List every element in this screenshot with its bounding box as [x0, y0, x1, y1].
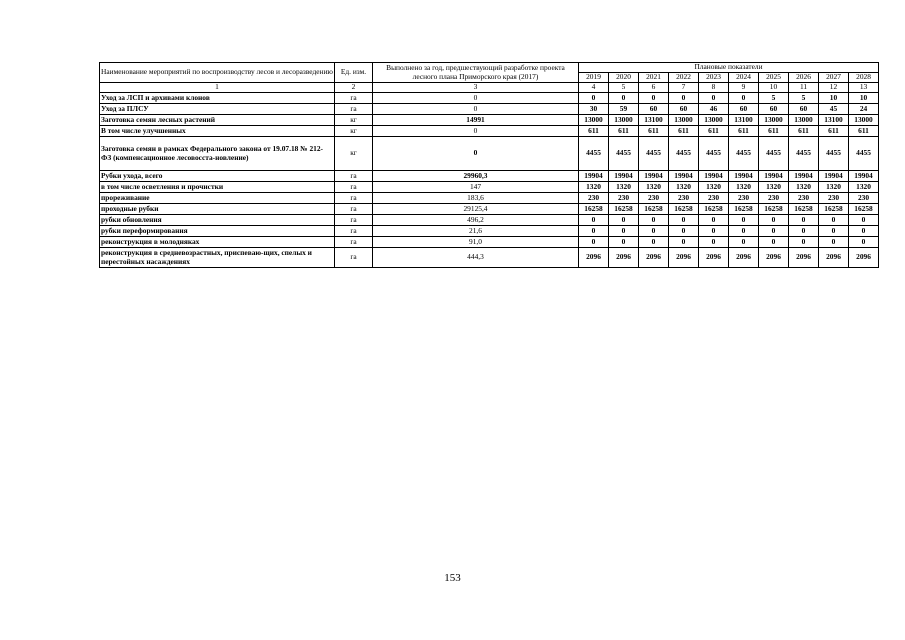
row-done: 0: [373, 93, 579, 104]
row-value: 1320: [699, 182, 729, 193]
row-value: 611: [639, 126, 669, 137]
table-row: [100, 204, 879, 215]
header-year: 2019: [579, 73, 609, 83]
row-value: 13100: [819, 115, 849, 126]
row-unit: кг: [335, 126, 373, 137]
row-unit: га: [335, 104, 373, 115]
row-value: 1320: [669, 182, 699, 193]
row-value: 230: [609, 193, 639, 204]
row-value: 0: [819, 226, 849, 237]
column-number: 6: [639, 83, 669, 93]
row-value: 1320: [819, 182, 849, 193]
row-value: 1320: [789, 182, 819, 193]
row-value: 10: [849, 93, 879, 104]
row-value: 19904: [759, 171, 789, 182]
row-value: 60: [789, 104, 819, 115]
header-year: 2026: [789, 73, 819, 83]
row-value: 60: [639, 104, 669, 115]
row-value: 16258: [579, 204, 609, 215]
header-plan: Плановые показатели: [579, 63, 879, 73]
row-value: 13100: [729, 115, 759, 126]
row-value: 0: [849, 226, 879, 237]
row-value: 5: [789, 93, 819, 104]
row-value: 16258: [789, 204, 819, 215]
row-value: 0: [789, 226, 819, 237]
row-value: 0: [699, 215, 729, 226]
header-unit: Ед. изм.: [335, 63, 373, 83]
row-value: 13100: [639, 115, 669, 126]
header-year: 2024: [729, 73, 759, 83]
row-value: 16258: [609, 204, 639, 215]
row-value: 611: [699, 126, 729, 137]
row-value: 0: [699, 226, 729, 237]
row-value: 2096: [849, 248, 879, 268]
row-value: 16258: [729, 204, 759, 215]
row-value: 19904: [609, 171, 639, 182]
row-unit: га: [335, 248, 373, 268]
row-value: 16258: [849, 204, 879, 215]
row-name: Рубки ухода, всего: [100, 171, 335, 182]
column-number: 4: [579, 83, 609, 93]
row-value: 0: [579, 237, 609, 248]
column-number: 5: [609, 83, 639, 93]
column-number: 7: [669, 83, 699, 93]
page-number: 153: [444, 572, 461, 584]
table-row: [100, 215, 879, 226]
column-number: 2: [335, 83, 373, 93]
row-value: 0: [609, 226, 639, 237]
table-row: [100, 193, 879, 204]
header-year: 2027: [819, 73, 849, 83]
header-name: Наименование мероприятий по воспроизводству лесов и лесоразведению: [100, 63, 335, 83]
row-value: 0: [729, 237, 759, 248]
row-done: 14991: [373, 115, 579, 126]
row-done: 0: [373, 126, 579, 137]
table-row: [100, 248, 879, 268]
row-value: 0: [729, 226, 759, 237]
row-value: 4455: [669, 137, 699, 171]
row-value: 5: [759, 93, 789, 104]
row-value: 0: [579, 93, 609, 104]
row-value: 0: [609, 237, 639, 248]
row-value: 60: [729, 104, 759, 115]
row-value: 4455: [699, 137, 729, 171]
row-value: 0: [759, 215, 789, 226]
row-name: реконструкция в молодняках: [100, 237, 335, 248]
row-value: 611: [759, 126, 789, 137]
row-name: рубки переформирования: [100, 226, 335, 237]
table-row: [100, 93, 879, 104]
header-year: 2023: [699, 73, 729, 83]
row-value: 611: [579, 126, 609, 137]
row-value: 230: [729, 193, 759, 204]
row-value: 4455: [639, 137, 669, 171]
column-number: 10: [759, 83, 789, 93]
row-value: 1320: [849, 182, 879, 193]
row-unit: га: [335, 182, 373, 193]
row-value: 60: [759, 104, 789, 115]
table-row: [100, 126, 879, 137]
row-done: 0: [373, 104, 579, 115]
row-value: 16258: [819, 204, 849, 215]
row-value: 59: [609, 104, 639, 115]
row-value: 4455: [849, 137, 879, 171]
row-unit: кг: [335, 137, 373, 171]
row-value: 0: [669, 93, 699, 104]
row-value: 2096: [699, 248, 729, 268]
column-number: 11: [789, 83, 819, 93]
row-value: 1320: [609, 182, 639, 193]
row-unit: га: [335, 171, 373, 182]
table-row: [100, 104, 879, 115]
row-done: 91,0: [373, 237, 579, 248]
row-unit: га: [335, 193, 373, 204]
table-row: [100, 182, 879, 193]
row-value: 0: [849, 215, 879, 226]
row-value: 13000: [849, 115, 879, 126]
row-value: 4455: [609, 137, 639, 171]
row-value: 19904: [849, 171, 879, 182]
row-value: 30: [579, 104, 609, 115]
row-value: 19904: [579, 171, 609, 182]
row-value: 0: [669, 215, 699, 226]
row-value: 13000: [669, 115, 699, 126]
header-done: Выполнено за год, предшествующий разработке проекта лесного плана Приморского края (2017): [373, 63, 579, 83]
row-value: 19904: [639, 171, 669, 182]
row-value: 1320: [729, 182, 759, 193]
row-name: Заготовка семян в рамках Федерального закона от 19.07.18 № 212-ФЗ (компенсационное лесовосста-новление): [100, 137, 335, 171]
row-value: 611: [669, 126, 699, 137]
row-value: 13000: [609, 115, 639, 126]
row-value: 4455: [789, 137, 819, 171]
header-year: 2025: [759, 73, 789, 83]
table-row: [100, 115, 879, 126]
row-unit: га: [335, 93, 373, 104]
column-number: 8: [699, 83, 729, 93]
row-unit: га: [335, 237, 373, 248]
row-value: 0: [639, 237, 669, 248]
row-value: 19904: [729, 171, 759, 182]
header-year: 2022: [669, 73, 699, 83]
row-value: 230: [849, 193, 879, 204]
row-value: 4455: [579, 137, 609, 171]
row-value: 1320: [639, 182, 669, 193]
row-value: 0: [609, 93, 639, 104]
row-value: 230: [579, 193, 609, 204]
row-done: 0: [373, 137, 579, 171]
table-row: [100, 226, 879, 237]
row-value: 0: [609, 215, 639, 226]
column-number: 12: [819, 83, 849, 93]
row-value: 0: [849, 237, 879, 248]
row-value: 0: [639, 93, 669, 104]
row-unit: га: [335, 215, 373, 226]
row-value: 230: [789, 193, 819, 204]
row-value: 19904: [699, 171, 729, 182]
row-value: 13000: [699, 115, 729, 126]
row-value: 0: [669, 226, 699, 237]
row-value: 13000: [579, 115, 609, 126]
row-value: 16258: [759, 204, 789, 215]
row-value: 0: [789, 237, 819, 248]
row-value: 2096: [669, 248, 699, 268]
row-done: 444,3: [373, 248, 579, 268]
row-value: 611: [819, 126, 849, 137]
row-value: 0: [639, 226, 669, 237]
row-value: 0: [579, 226, 609, 237]
row-value: 2096: [639, 248, 669, 268]
row-value: 24: [849, 104, 879, 115]
row-value: 0: [669, 237, 699, 248]
row-value: 45: [819, 104, 849, 115]
row-value: 16258: [699, 204, 729, 215]
row-value: 2096: [609, 248, 639, 268]
column-number: 13: [849, 83, 879, 93]
row-name: Уход за ЛСП и архивами клонов: [100, 93, 335, 104]
row-value: 611: [729, 126, 759, 137]
row-value: 16258: [639, 204, 669, 215]
row-name: Уход за ПЛСУ: [100, 104, 335, 115]
row-done: 21,6: [373, 226, 579, 237]
row-value: 19904: [789, 171, 819, 182]
row-value: 2096: [789, 248, 819, 268]
row-value: 0: [729, 93, 759, 104]
row-name: рубки обновления: [100, 215, 335, 226]
row-done: 29960,3: [373, 171, 579, 182]
row-value: 46: [699, 104, 729, 115]
row-value: 1320: [579, 182, 609, 193]
row-value: 230: [759, 193, 789, 204]
row-value: 19904: [669, 171, 699, 182]
row-value: 13000: [789, 115, 819, 126]
header-year: 2028: [849, 73, 879, 83]
row-value: 0: [819, 237, 849, 248]
row-value: 611: [609, 126, 639, 137]
row-done: 183,6: [373, 193, 579, 204]
row-unit: кг: [335, 115, 373, 126]
row-value: 0: [759, 237, 789, 248]
reforestation-table: [99, 62, 879, 268]
row-value: 230: [669, 193, 699, 204]
column-number: 9: [729, 83, 759, 93]
table-row: [100, 171, 879, 182]
row-value: 0: [639, 215, 669, 226]
row-name: в том числе осветления и прочистки: [100, 182, 335, 193]
row-value: 0: [819, 215, 849, 226]
row-name: проходные рубки: [100, 204, 335, 215]
row-value: 0: [579, 215, 609, 226]
row-done: 29125,4: [373, 204, 579, 215]
row-value: 13000: [759, 115, 789, 126]
row-value: 19904: [819, 171, 849, 182]
row-value: 230: [819, 193, 849, 204]
table-row: [100, 137, 879, 171]
row-value: 0: [699, 237, 729, 248]
row-value: 16258: [669, 204, 699, 215]
row-value: 2096: [729, 248, 759, 268]
row-value: 230: [639, 193, 669, 204]
row-done: 147: [373, 182, 579, 193]
row-value: 10: [819, 93, 849, 104]
row-done: 496,2: [373, 215, 579, 226]
header-year: 2020: [609, 73, 639, 83]
row-value: 4455: [759, 137, 789, 171]
header-year: 2021: [639, 73, 669, 83]
row-name: В том числе улучшенных: [100, 126, 335, 137]
row-value: 4455: [819, 137, 849, 171]
row-value: 0: [759, 226, 789, 237]
row-value: 0: [699, 93, 729, 104]
column-number: 1: [100, 83, 335, 93]
column-number: 3: [373, 83, 579, 93]
row-value: 611: [849, 126, 879, 137]
row-value: 60: [669, 104, 699, 115]
row-unit: га: [335, 204, 373, 215]
row-value: 611: [789, 126, 819, 137]
row-name: прореживание: [100, 193, 335, 204]
row-value: 2096: [579, 248, 609, 268]
row-name: Заготовка семян лесных растений: [100, 115, 335, 126]
row-unit: га: [335, 226, 373, 237]
row-value: 4455: [729, 137, 759, 171]
row-name: реконструкция в средневозрастных, приспеваю-щих, спелых и перестойных насаждениях: [100, 248, 335, 268]
table-row: [100, 237, 879, 248]
row-value: 0: [729, 215, 759, 226]
row-value: 0: [789, 215, 819, 226]
row-value: 2096: [819, 248, 849, 268]
row-value: 1320: [759, 182, 789, 193]
row-value: 2096: [759, 248, 789, 268]
row-value: 230: [699, 193, 729, 204]
